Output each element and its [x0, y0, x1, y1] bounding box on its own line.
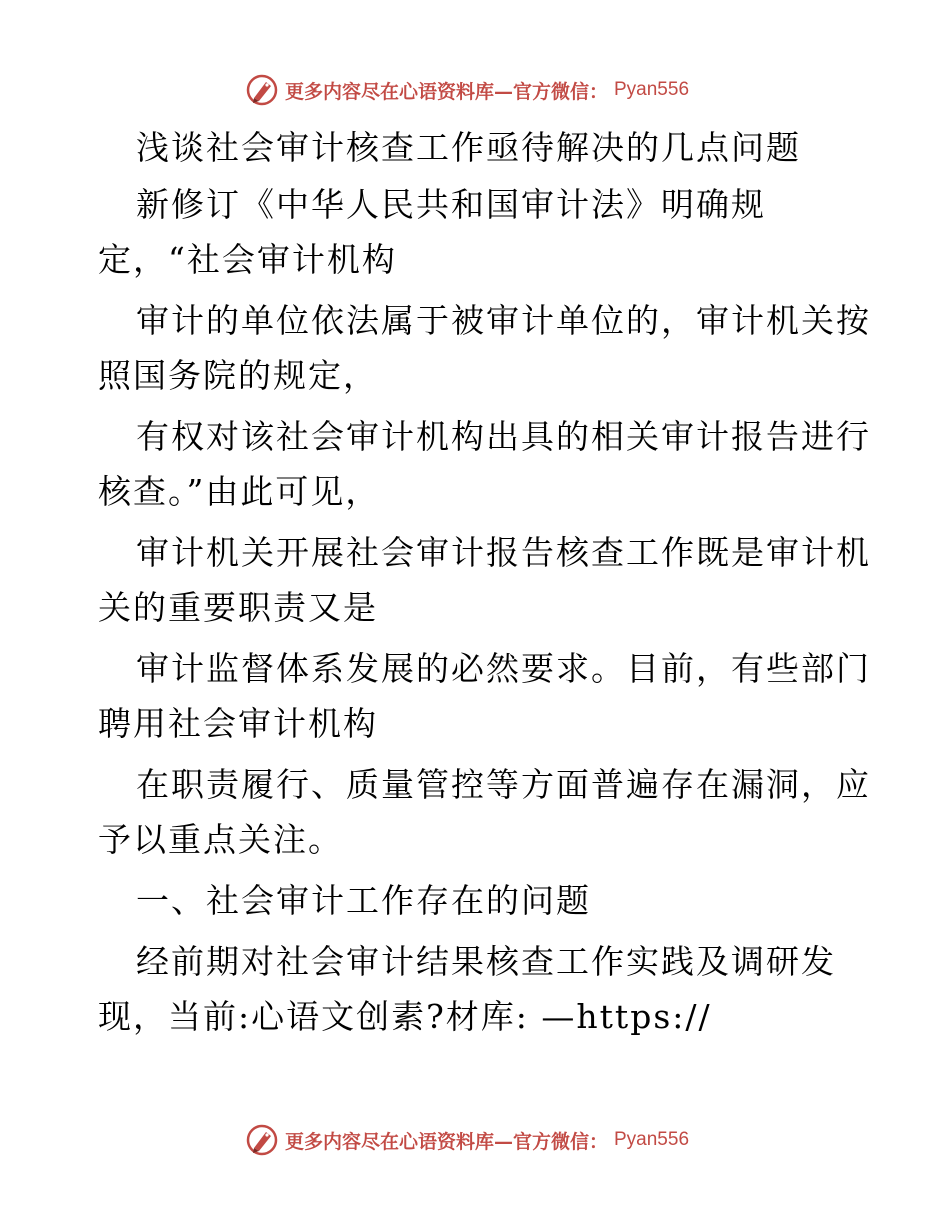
paragraph-line: 有权对该社会审计机构出具的相关审计报告进行: [136, 417, 871, 456]
paragraph-line: 审计监督体系发展的必然要求。目前，有些部门: [136, 649, 871, 688]
paragraph-line: 照国务院的规定，: [98, 356, 378, 395]
watermark-text: 更多内容尽在心语资料库—官方微信：: [284, 1130, 608, 1153]
section-heading: 一、社会审计工作存在的问题: [136, 881, 591, 920]
header-watermark: [245, 73, 689, 107]
paragraph-line: 核查。”由此可见，: [98, 472, 381, 511]
footer-watermark-banner: [0, 1120, 950, 1160]
document-title: 浅谈社会审计核查工作亟待解决的几点问题: [136, 128, 801, 167]
paragraph-line: 新修订《中华人民共和国审计法》明确规: [136, 185, 766, 224]
watermark-account: Pyan556: [614, 79, 690, 100]
header-watermark-banner: [0, 70, 950, 110]
paragraph-line: 在职责履行、质量管控等方面普遍存在漏洞，应: [136, 765, 871, 804]
document-body: [98, 120, 871, 1044]
watermark-text: 更多内容尽在心语资料库—官方微信：: [284, 80, 608, 103]
paragraph-line: 审计机关开展社会审计报告核查工作既是审计机: [136, 533, 871, 572]
pen-logo-icon: [245, 1123, 279, 1157]
watermark-account: Pyan556: [614, 1129, 690, 1150]
paragraph-line: 现，当前:心语文创素?材库: —https://: [98, 997, 712, 1036]
paragraph-line: 聘用社会审计机构: [98, 704, 378, 743]
paragraph-line: 予以重点关注。: [98, 820, 343, 859]
pen-logo-icon: [245, 73, 279, 107]
footer-watermark: [245, 1123, 689, 1157]
paragraph-line: 审计的单位依法属于被审计单位的，审计机关按: [136, 301, 871, 340]
paragraph-line: 定，“社会审计机构: [98, 240, 397, 279]
paragraph-line: 经前期对社会审计结果核查工作实践及调研发: [136, 942, 836, 981]
paragraph-line: 关的重要职责又是: [98, 588, 378, 627]
